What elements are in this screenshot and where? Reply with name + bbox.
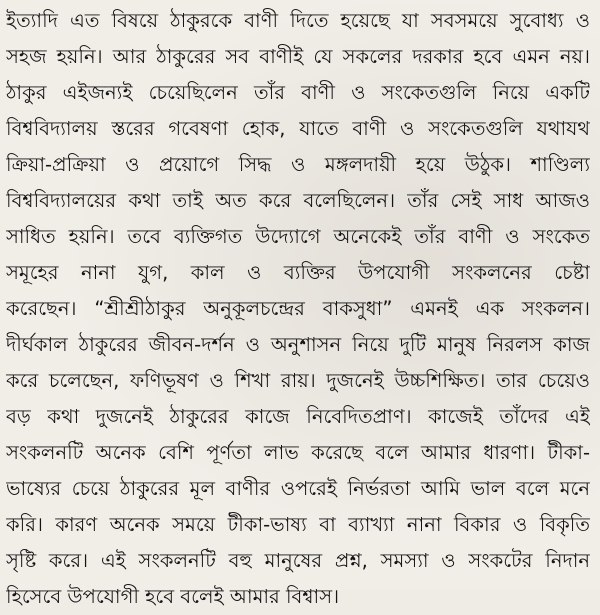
text-line: বিশ্ববিদ্যালয়ের কথা তাই অত করে বলেছিলেন। তাঁর সেই সাধ আজও bbox=[6, 189, 590, 212]
text-line: সাধিত হয়নি। তবে ব্যক্তিগত উদ্যোগে অনেকেই তাঁর বাণী ও সংকেত bbox=[6, 225, 590, 248]
body-paragraph bbox=[6, 3, 590, 615]
text-line: ইত্যাদি এত বিষয়ে ঠাকুরকে বাণী দিতে হয়েছে যা সবসময়ে সুবোধ্য ও bbox=[6, 9, 590, 32]
text-line: সহজ হয়নি। আর ঠাকুরের সব বাণীই যে সকলের দরকার হবে এমন নয়। bbox=[6, 45, 590, 68]
text-line: হিসেবে উপযোগী হবে বলেই আমার বিশ্বাস। bbox=[6, 585, 340, 608]
text-line: বড় কথা দুজনেই ঠাকুরের কাজে নিবেদিতপ্রাণ। কাজেই তাঁদের এই bbox=[6, 405, 590, 428]
text-line: করি। কারণ অনেক সময়ে টীকা-ভাষ্য বা ব্যাখ্যা নানা বিকার ও বিকৃতি bbox=[6, 513, 590, 536]
text-line: সৃষ্টি করে। এই সংকলনটি বহু মানুষের প্রশ্ন, সমস্যা ও সংকটের নিদান bbox=[6, 549, 590, 572]
text-line: সংকলনটি অনেক বেশি পূর্ণতা লাভ করেছে বলে আমার ধারণা। টীকা- bbox=[6, 441, 590, 464]
text-line: বিশ্ববিদ্যালয় স্তরের গবেষণা হোক, যাতে বাণী ও সংকেতগুলি যথাযথ bbox=[6, 117, 590, 140]
text-line: করে চলেছেন, ফণিভূষণ ও শিখা রায়। দুজনেই উচ্চশিক্ষিত। তার চেয়েও bbox=[6, 369, 590, 392]
text-line: করেছেন। “শ্রীশ্রীঠাকুর অনুকূলচন্দ্রের বাকসুধা” এমনই এক সংকলন। bbox=[6, 297, 590, 320]
text-line: দীর্ঘকাল ঠাকুরের জীবন-দর্শন ও অনুশাসন নিয়ে দুটি মানুষ নিরলস কাজ bbox=[6, 333, 590, 356]
text-line: ক্রিয়া-প্রক্রিয়া ও প্রয়োগে সিদ্ধ ও মঙ্গলদায়ী হয়ে উঠুক। শাণ্ডিল্য bbox=[6, 153, 590, 176]
text-line: ভাষ্যের চেয়ে ঠাকুরের মূল বাণীর ওপরেই নির্ভরতা আমি ভাল বলে মনে bbox=[6, 477, 590, 500]
text-line: ঠাকুর এইজন্যই চেয়েছিলেন তাঁর বাণী ও সংকেতগুলি নিয়ে একটি bbox=[6, 81, 590, 104]
text-line: সমূহের নানা যুগ, কাল ও ব্যক্তির উপযোগী সংকলনের চেষ্টা bbox=[6, 261, 590, 284]
